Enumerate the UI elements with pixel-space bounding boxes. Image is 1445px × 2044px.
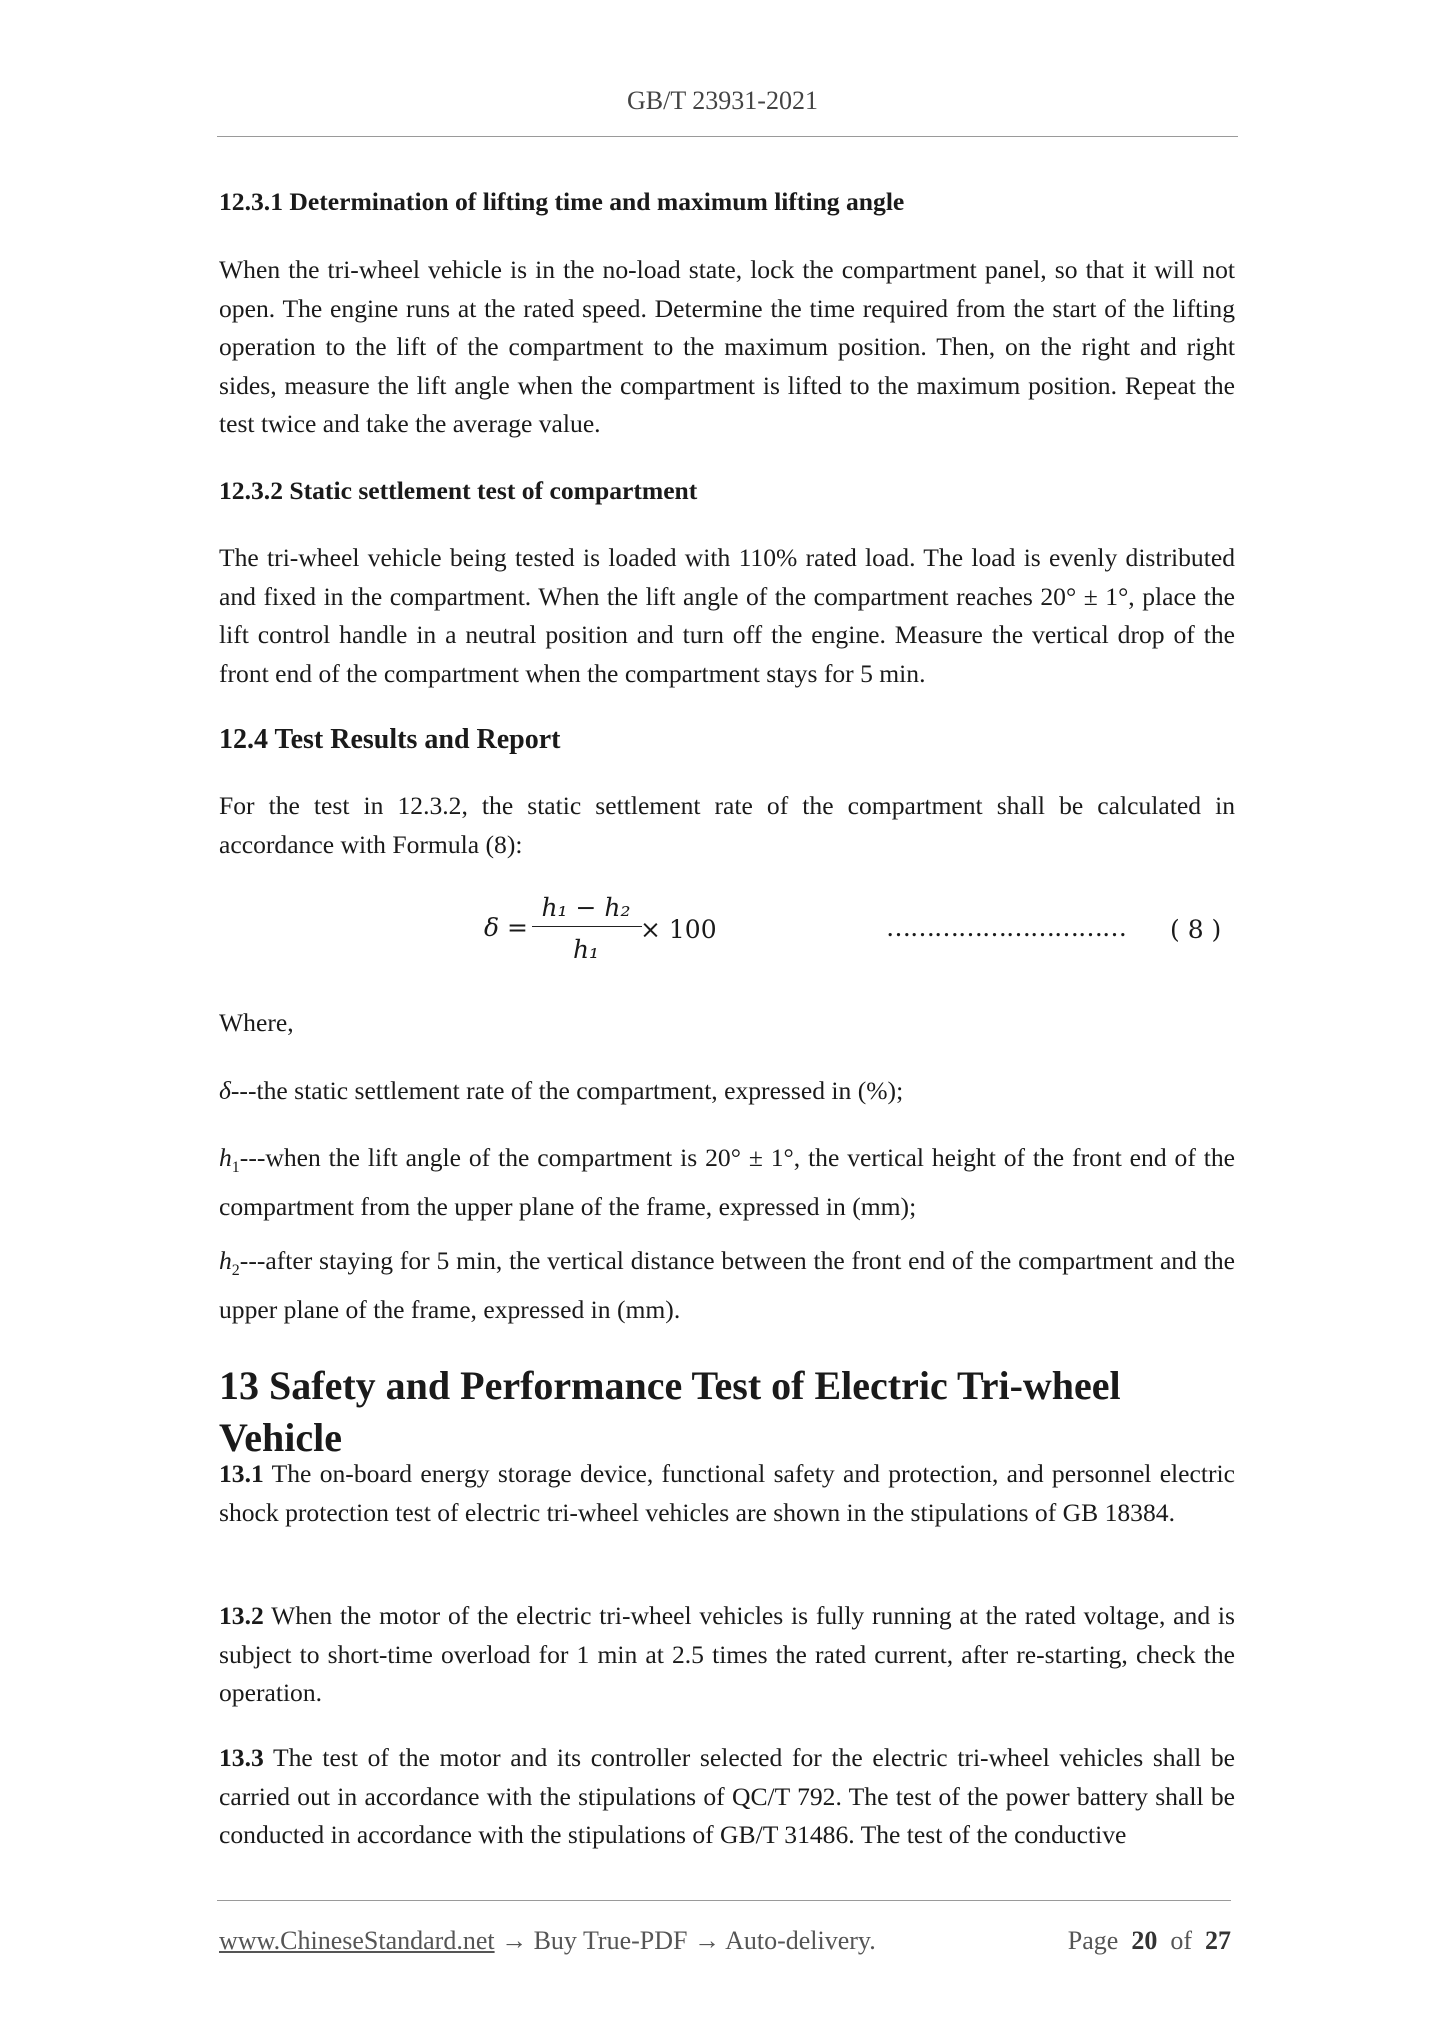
chapter-heading: 13 Safety and Performance Test of Electric Tri-wheel Vehicle [219, 1363, 1121, 1460]
section-12-3-1-body [219, 251, 1235, 444]
item-13-2 [219, 1597, 1235, 1713]
item-text: The on-board energy storage device, functional safety and protection, and personnel electric shock protection test of electric tri-wheel vehicles are shown in the stipulations of GB 18384. [219, 1459, 1235, 1527]
formula-multiplier: × 100 [640, 915, 717, 944]
page-indicator [1068, 1926, 1231, 1956]
item-text: When the motor of the electric tri-wheel vehicles is fully running at the rated voltage, and is subject to short-time overload for 1 min at 2.5 times the rated current, after re-starting, check the operation. [219, 1601, 1235, 1707]
header-divider [217, 136, 1238, 137]
formula-denominator: h₁ [572, 935, 600, 964]
formula-lhs: δ = [484, 913, 528, 942]
site-link[interactable]: www.ChineseStandard.net [219, 1926, 495, 1955]
section-heading: 12.3.1 Determination of lifting time and maximum lifting angle [219, 187, 905, 216]
section-12-3-2 [219, 472, 1235, 510]
arrow-icon: → [687, 1926, 726, 1955]
section-12-3-1 [219, 183, 1235, 221]
paragraph: For the test in 12.3.2, the static settlement rate of the compartment shall be calculated in accordance with Formula (8): [219, 791, 1235, 859]
item-number: 13.2 [219, 1601, 264, 1630]
definition-delta [219, 1072, 1235, 1111]
definition-symbol: h [219, 1246, 232, 1275]
of-word: of [1170, 1926, 1192, 1955]
page-footer [219, 1926, 1231, 1956]
buy-pdf-text: Buy True-PDF [533, 1926, 688, 1955]
formula-leader-dots: ………………………… [886, 913, 1126, 942]
page-header: GB/T 23931-2021 [627, 86, 818, 115]
item-text: The test of the motor and its controller selected for the electric tri-wheel vehicles shall be carried out in accordance with the stipulations of QC/T 792. The test of the power battery shall be conducted in accordance with the stipulations of GB/T 31486. The test of the conductive [219, 1743, 1235, 1849]
where-label-block [219, 1004, 1235, 1043]
footer-divider [217, 1900, 1231, 1901]
definition-h1 [219, 1139, 1235, 1226]
arrow-icon: → [494, 1926, 534, 1955]
definition-text: ---the static settlement rate of the compartment, expressed in (%); [230, 1076, 904, 1105]
definition-text: ---after staying for 5 min, the vertical distance between the front end of the compartment and the upper plane of the frame, expressed in (mm). [219, 1246, 1235, 1324]
section-12-4 [219, 720, 1235, 760]
paragraph: When the tri-wheel vehicle is in the no-load state, lock the compartment panel, so that it will not open. The engine runs at the rated speed. Determine the time required from the start of the lifting operation to the lift of the compartment to the maximum position. Then, on the right and right sides, measure the lift angle when the compartment is lifted to the maximum position. Repeat the test twice and take the average value. [219, 255, 1235, 438]
section-12-4-body [219, 787, 1235, 864]
page-total: 27 [1205, 1926, 1231, 1955]
item-13-3 [219, 1739, 1235, 1855]
auto-delivery-text: Auto-delivery. [725, 1926, 876, 1955]
section-heading: 12.3.2 Static settlement test of compartment [219, 476, 698, 505]
formula-numerator: h₁ − h₂ [541, 893, 631, 922]
definition-symbol: δ [219, 1076, 231, 1105]
item-13-1 [219, 1455, 1235, 1532]
paragraph: The tri-wheel vehicle being tested is loaded with 110% rated load. The load is evenly distributed and fixed in the compartment. When the lift angle of the compartment reaches 20° ± 1°, place the lift control handle in a neutral position and turn off the engine. Measure the vertical drop of the front end of the compartment when the compartment stays for 5 min. [219, 543, 1235, 688]
definition-subscript: 1 [231, 1159, 240, 1177]
section-heading: 12.4 Test Results and Report [219, 724, 561, 755]
fraction-bar [532, 926, 642, 927]
definition-h2 [219, 1242, 1235, 1329]
item-number: 13.1 [219, 1459, 264, 1488]
page-number: 20 [1131, 1926, 1158, 1955]
formula-number: ( 8 ) [1170, 915, 1222, 944]
section-12-3-2-body [219, 539, 1235, 693]
definition-subscript: 2 [231, 1262, 240, 1280]
definition-symbol: h [219, 1143, 232, 1172]
item-number: 13.3 [219, 1743, 264, 1772]
chapter-13 [219, 1360, 1235, 1464]
definition-text: ---when the lift angle of the compartment is 20° ± 1°, the vertical height of the front end of the compartment from the upper plane of the frame, expressed in (mm); [219, 1143, 1235, 1221]
page-word: Page [1067, 1926, 1119, 1955]
where-label: Where, [219, 1008, 294, 1037]
